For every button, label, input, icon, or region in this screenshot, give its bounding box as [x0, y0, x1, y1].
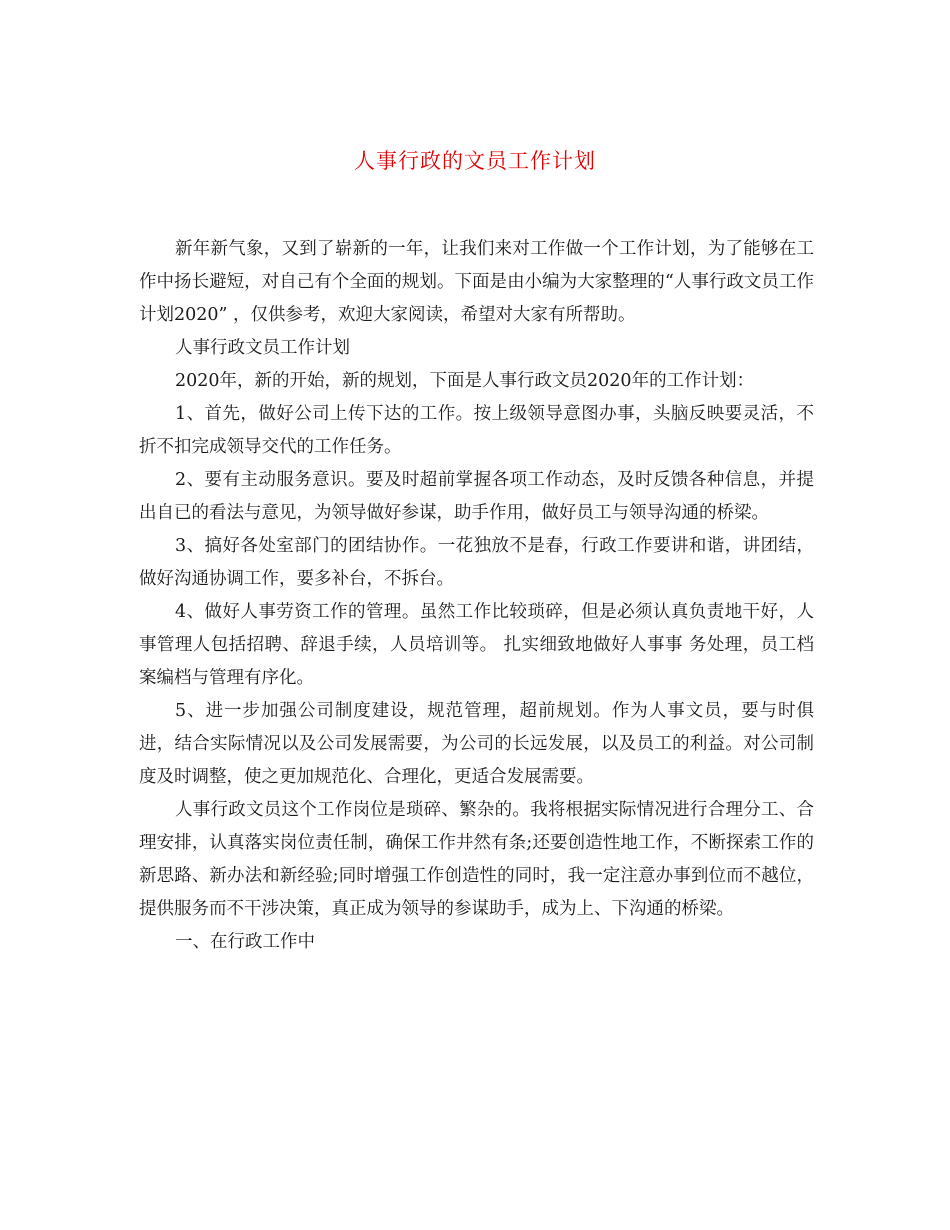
- paragraph-section-1: 一、在行政工作中: [175, 932, 315, 952]
- paragraph-item-3: 3、搞好各处室部门的团结协作。一花独放不是春，行政工作要讲和谐，讲团结，做好沟通协调工作，要多补台，不拆台。: [139, 536, 814, 589]
- document-title: 人事行政的文员工作计划: [354, 149, 596, 173]
- paragraph-intro: 新年新气象，又到了崭新的一年，让我们来对工作做一个工作计划，为了能够在工作中扬长避短，对自己有个全面的规划。下面是由小编为大家整理的“人事行政文员工作计划2020” ，仅供参考，欢迎大家阅读，希望对大家有所帮助。: [139, 239, 814, 325]
- paragraph-summary: 人事行政文员这个工作岗位是琐碎、繁杂的。我将根据实际情况进行合理分工、合理安排，认真落实岗位责任制，确保工作井然有条;还要创造性地工作，不断探索工作的新思路、新办法和新经验;同时增强工作创造性的同时，我一定注意办事到位而不越位，提供服务而不干涉决策，真正成为领导的参谋助手，成为上、下沟通的桥梁。: [139, 800, 814, 919]
- paragraph-item-1: 1、首先，做好公司上传下达的工作。按上级领导意图办事，头脑反映要灵活，不折不扣完成领导交代的工作任务。: [139, 404, 814, 457]
- document-body: [139, 233, 814, 959]
- paragraph-item-4: 4、做好人事劳资工作的管理。虽然工作比较琐碎，但是必须认真负责地干好，人事管理人包括招聘、辞退手续，人员培训等。 扎实细致地做好人事事 务处理，员工档案编档与管理有序化。: [139, 602, 814, 688]
- paragraph-heading: 人事行政文员工作计划: [175, 338, 350, 358]
- paragraph-item-5: 5、进一步加强公司制度建设，规范管理，超前规划。作为人事文员，要与时俱进，结合实际情况以及公司发展需要，为公司的长远发展，以及员工的利益。对公司制度及时调整，使之更加规范化、合理化，更适合发展需要。: [139, 701, 814, 787]
- paragraph-plan-intro: 2020年，新的开始，新的规划，下面是人事行政文员2020年的工作计划：: [175, 371, 755, 391]
- paragraph-item-2: 2、要有主动服务意识。要及时超前掌握各项工作动态，及时反馈各种信息，并提出自已的看法与意见，为领导做好参谋，助手作用，做好员工与领导沟通的桥梁。: [139, 470, 814, 523]
